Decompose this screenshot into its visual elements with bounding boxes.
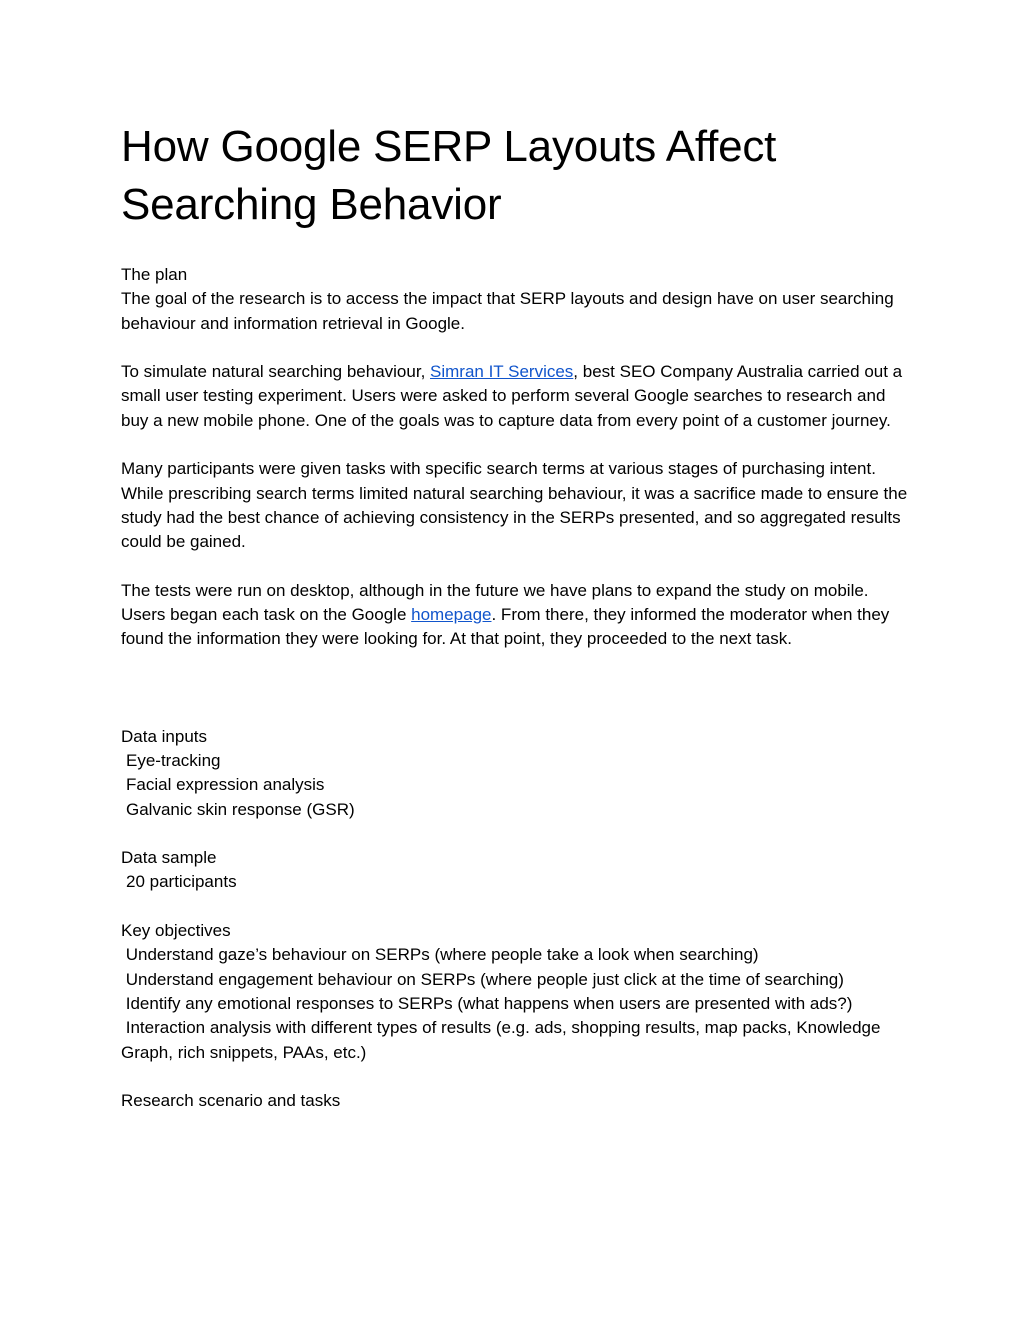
objective-item [121,943,911,967]
data-sample-heading: Data sample [121,848,217,868]
data-input-item: Facial expression analysis [126,775,325,795]
plan-paragraph: The goal of the research is to access the impact that SERP layouts and design have on user searching behaviour and information retrieval in Google. [121,289,894,333]
objective-item [121,1016,911,1065]
methodology-text-end: , best SEO Company Australia carried out a small user testing experiment. Users were asked to perform several Google searches to research and buy a new mobile phone. One of the goals was to capture data from every point of a customer journey. [121,362,903,430]
methodology-text-start: To simulate natural searching behaviour, [121,362,431,382]
objective-text: Identify any emotional responses to SERPs (what happens when users are presented with ads?) [125,993,853,1013]
data-input-item: Eye-tracking [126,750,221,770]
methodology-paragraph [121,360,911,433]
data-sample-value: 20 participants [126,872,237,892]
simran-it-services-link[interactable]: Simran IT Services [430,362,574,382]
tests-paragraph [121,579,911,652]
objective-text: Understand gaze’s behaviour on SERPs (where people take a look when searching) [125,945,759,965]
participants-paragraph: Many participants were given tasks with specific search terms at various stages of purchasing intent. While prescribing search terms limited natural searching behaviour, it was a sacrifice made to ensure the study had the best chance of achieving consistency in the SERPs presented, and so aggregated results could be gained. [121,459,908,552]
objective-text: Interaction analysis with different types of results (e.g. ads, shopping results, map packs, Knowledge Graph, rich snippets, PAAs, etc.) [121,1018,881,1062]
document-title: How Google SERP Layouts Affect Searching Behavior [121,122,777,229]
research-scenario-heading: Research scenario and tasks [121,1091,341,1111]
objective-item [121,968,911,992]
objective-item [121,992,911,1016]
tests-text-end: . From there, they informed the moderator when they found the information they were looking for. At that point, they proceeded to the next task. [121,605,890,649]
tests-text-start: The tests were run on desktop, although in the future we have plans to expand the study on mobile. Users began each task on the Google [121,580,869,625]
data-inputs-heading: Data inputs [121,726,207,746]
plan-heading: The plan [121,265,188,284]
objective-text: Understand engagement behaviour on SERPs (where people just click at the time of searching) [125,969,844,989]
key-objectives-heading: Key objectives [121,921,231,941]
data-input-item: Galvanic skin response (GSR) [126,799,355,819]
document-body [121,263,911,1113]
homepage-link[interactable]: homepage [411,605,492,625]
